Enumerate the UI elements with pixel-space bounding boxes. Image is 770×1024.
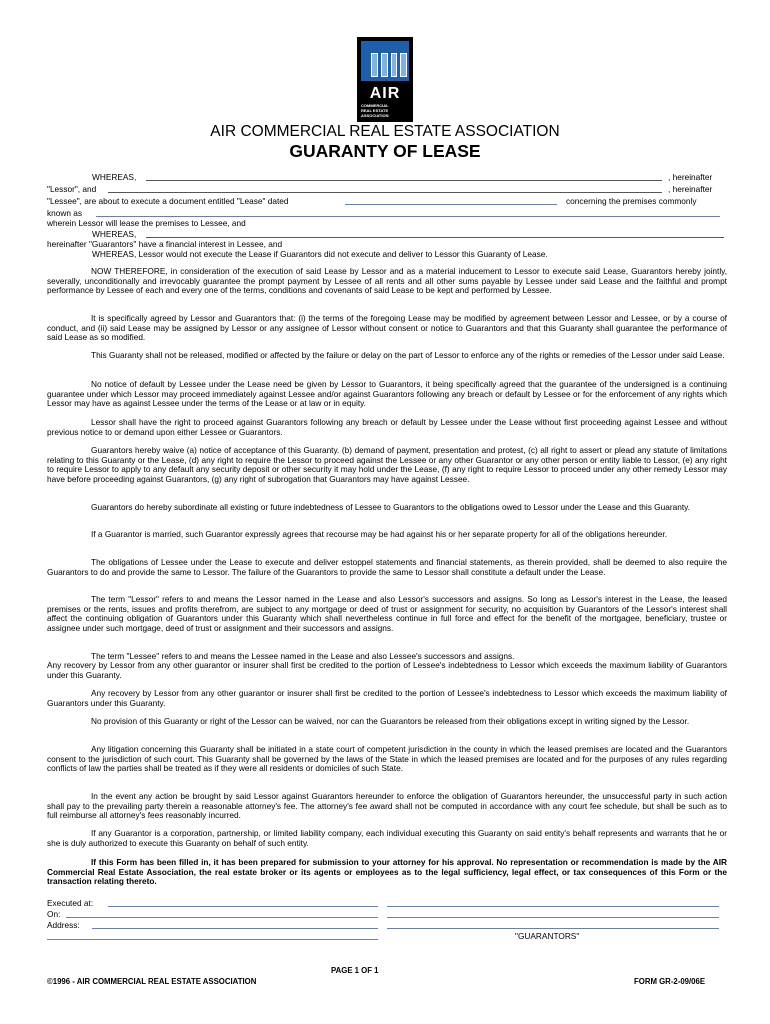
guarantors-name-field[interactable] [146,229,724,238]
lessor-and-label: "Lessor", and [47,184,97,194]
document-title: GUARANTY OF LEASE [289,141,481,161]
whereas-text-3: WHEREAS, Lessor would not execute the Lease if Guarantors did not execute and deliver to Lessor this Guaranty of Lease. [92,249,548,259]
paragraph: NOW THEREFORE, in consideration of the execution of said Lease by Lessor and as a material inducement to Lessor to execute said Lease, Guarantors hereby jointly, severally, unconditionally and irrevocably guarantee the prompt payment by Lessee of all rents and all other sums payable by Lessee under said Lease and the faithful and prompt performance by Lessee of each and every one of the terms, conditions and covenants of said Lease to be kept and performed by Lessee. [47,266,727,296]
guarantor-signature-field-1[interactable] [387,898,719,907]
copyright: ©1996 - AIR COMMERCIAL REAL ESTATE ASSOCIATION [47,977,257,986]
paragraph: Guarantors do hereby subordinate all existing or future indebtedness of Lessee to Guarantors to the obligations owed to Lessor under the Lease and this Guaranty. [91,502,690,512]
lease-date-field[interactable] [345,196,557,205]
guarantor-signature-field-2[interactable] [387,909,719,918]
lessor-name-field[interactable] [146,172,662,181]
paragraph: The term "Lessee" refers to and means the Lessee named in the Lease and also Lessee's successors and assigns. [91,651,515,661]
guarantor-signature-field-3[interactable] [387,920,719,929]
logo-name: AIR [369,85,401,102]
paragraph: Any recovery by Lessor from any other guarantor or insurer shall first be credited to the portion of Lessee's indebtedness to Lessor which exceeds the maximum liability of Guarantors under this Guaranty. [47,660,727,680]
executed-at-field[interactable] [108,898,378,907]
on-date-field[interactable] [66,909,378,918]
paragraph: It is specifically agreed by Lessor and Guarantors that: (i) the terms of the foregoing Lease may be modified by agreement between Lessor and Lessee, or by a course of conduct, and (ii) said Lease may be assigned by Lessor or any assignee of Lessor without consent or notice to Guarantors and that this Guaranty shall guarantee the performance of said Lease as so modified. [47,313,727,343]
address-field[interactable] [92,920,378,929]
on-label: On: [47,909,61,919]
paragraph: If any Guarantor is a corporation, partnership, or limited liability company, each individual executing this Guaranty on said entity's behalf represents and warrants that he or she is duly authorized to execute this Guaranty on behalf of such entity. [47,828,727,848]
wherein-text: wherein Lessor will lease the premises to Lessee, and [47,218,246,228]
paragraph: Any litigation concerning this Guaranty shall be initiated in a state court of competent jurisdiction in the county in which the leased premises are located and the Guarantors consent to the jurisdiction of such court. This Guaranty shall be governed by the laws of the State in which the leased premises are located and for the purposes of any rules regarding conflicts of law the parties shall be treated as if they were all residents or domiciles of such State. [47,744,727,774]
paragraph: This Guaranty shall not be released, modified or affected by the failure or delay on the part of Lessor to enforce any of the rights or remedies of the Lessor under said Lease. [91,350,725,360]
form-number: FORM GR-2-09/06E [634,977,706,986]
executed-at-label: Executed at: [47,898,94,908]
concerning-label: concerning the premises commonly [566,196,697,206]
hereinafter-label: , hereinafter [668,172,713,182]
disclaimer-paragraph: If this Form has been filled in, it has been prepared for submission to your attorney for his approval. No representation or recommendation is made by the AIR Commercial Real Estate Association, the real estate broker or its agents or employees as to the legal sufficiency, legal effect, or tax consequences of this Form or the transaction relating thereto. [47,857,727,887]
paragraph: No notice of default by Lessee under the Lease need be given by Lessor to Guarantors, it being specifically agreed that the guarantee of the undersigned is a continuing guarantee under which Lessor may proceed immediately against Lessee and/or against Guarantors following any breach or default by Lessee or for the enforcement of any rights which Lessor may have as against Lessee under the terms of the Lease or at law or in equity. [47,379,727,409]
paragraph: Lessor shall have the right to proceed against Guarantors following any breach or default by Lessee under the Lease without first proceeding against Lessee and without previous notice to or demand upon either Lessee or Guarantors. [47,417,727,437]
paragraph: In the event any action be brought by said Lessor against Guarantors hereunder to enforce the obligation of Guarantors hereunder, the unsuccessful party in such action shall pay to the prevailing party therein a reasonable attorney's fee. The attorney's fee award shall not be computed in accordance with any court fee schedule, but shall be such as to full reimburse all attorney's fees reasonably incurred. [47,791,727,821]
paragraph: The term "Lessor" refers to and means the Lessor named in the Lease and also Lessor's successors and assigns. So long as Lessor's interest in the Lease, the leased premises or the rents, issues and profits therefrom, are subject to any mortgage or deed of trust or assignment for security, no acquisition by Guarantors of the Lessor's interest shall affect the continuing obligation of Guarantors under this Guaranty which shall nevertheless continue in full force and effect for the benefit of the mortgagee, beneficiary, trustee or assignee under such mortgage, deed of trust or assignment and their successors and assigns. [47,594,727,633]
logo-building-panel [361,41,409,81]
paragraph: No provision of this Guaranty or right of the Lessor can be waived, nor can the Guarantors be released from their obligations except in writing signed by the Lessor. [91,716,690,726]
address-field-2[interactable] [47,931,378,940]
logo-subtitle: COMMERCIAL REAL ESTATE ASSOCIATION [361,103,389,118]
guarantors-label: "GUARANTORS" [515,931,580,941]
lessee-name-field[interactable] [108,184,662,193]
hereinafter-label-2: , hereinafter [668,184,713,194]
paragraph: Guarantors hereby waive (a) notice of acceptance of this Guaranty. (b) demand of payment, presentation and protest, (c) all right to assert or plead any statute of limitations relating to this Guaranty or the Lease, (d) any right to require the Lessor to proceed against the Lessee or any other Guarantor or any other person or entity liable to Lessor, (e) any right to require Lessor to apply to any default any security deposit or other security it may hold under the Lease, (f) any right to require Lessor to proceed under any other remedy Lessor may have before proceeding against Guarantors, (g) any right of subrogation that Guarantors may have against Lessee. [47,445,727,484]
lease-dated-label: "Lessee", are about to execute a document entitled "Lease" dated [47,196,289,206]
association-name: AIR COMMERCIAL REAL ESTATE ASSOCIATION [210,123,560,140]
whereas-label-2: WHEREAS, [92,229,137,239]
guarantors-interest-text: hereinafter "Guarantors" have a financial interest in Lessee, and [47,239,283,249]
premises-field[interactable] [96,208,720,217]
address-label: Address: [47,920,80,930]
paragraph: Any recovery by Lessor from any other guarantor or insurer shall first be credited to the portion of Lessee's indebtedness to Lessor which exceeds the maximum liability of Guarantors under this Guaranty. [47,688,727,708]
whereas-label: WHEREAS, [92,172,137,182]
page-number: PAGE 1 OF 1 [331,966,379,975]
known-as-label: known as [47,208,83,218]
paragraph: If a Guarantor is married, such Guarantor expressly agrees that recourse may be had against his or her separate property for all of the obligations hereunder. [91,529,668,539]
air-logo [357,37,413,122]
paragraph: The obligations of Lessee under the Lease to execute and deliver estoppel statements and financial statements, as therein provided, shall be deemed to also require the Guarantors to do and provide the same to Lessor. The failure of the Guarantors to provide the same to Lessor shall constitute a default under the Lease. [47,557,727,577]
